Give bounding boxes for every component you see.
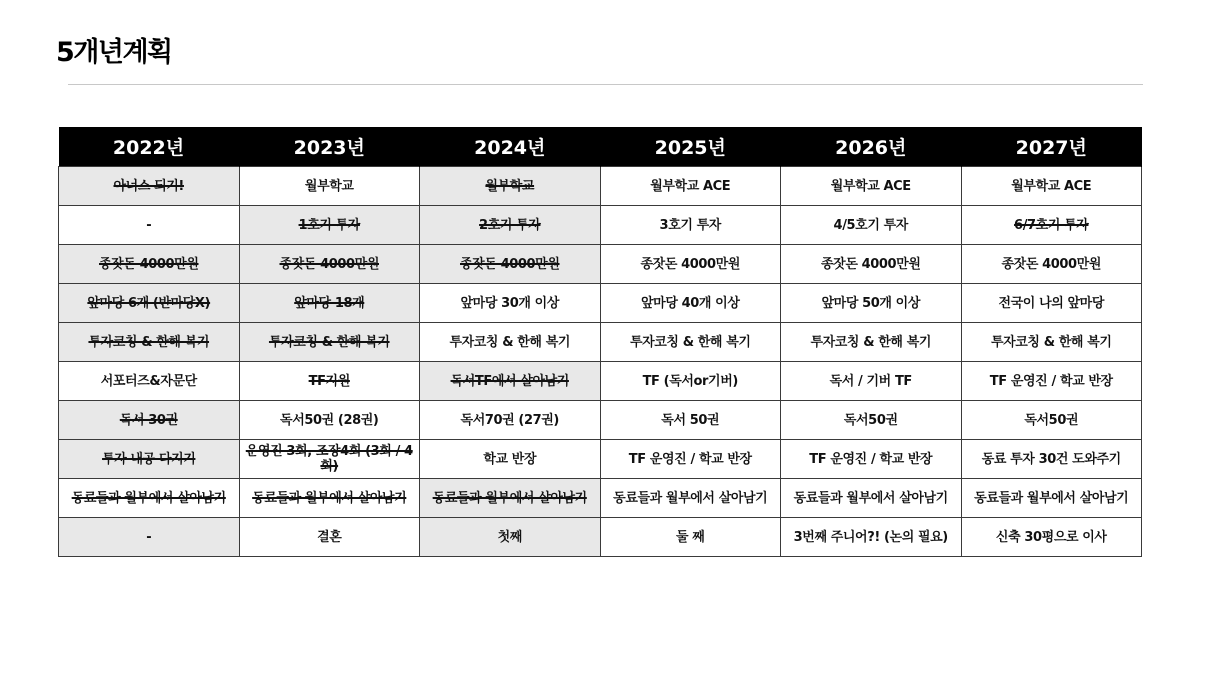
- table-row: [59, 518, 1142, 557]
- table-body: [59, 167, 1142, 557]
- header-year-2025: 2025년: [600, 127, 781, 167]
- table-cell: 서포터즈&자문단: [59, 362, 240, 401]
- table-cell: 종잣돈 4000만원: [239, 245, 420, 284]
- table-cell: 월부학교 ACE: [781, 167, 962, 206]
- page-title: 5개년계획: [56, 37, 172, 68]
- table-cell: 투자코칭 & 한해 복기: [961, 323, 1142, 362]
- table-cell: 앞마당 6개 (반마당X): [59, 284, 240, 323]
- table-row: [59, 245, 1142, 284]
- table-cell: 앞마당 18개: [239, 284, 420, 323]
- table-cell: 독서50권 (28권): [239, 401, 420, 440]
- table-cell: 1호기 투자: [239, 206, 420, 245]
- table-cell: 전국이 나의 앞마당: [961, 284, 1142, 323]
- table-cell: 독서70권 (27권): [420, 401, 601, 440]
- table-cell: 월부학교: [420, 167, 601, 206]
- table-cell: TF 운영진 / 학교 반장: [600, 440, 781, 479]
- table-cell: 결혼: [239, 518, 420, 557]
- table-cell: 3번째 주니어?! (논의 필요): [781, 518, 962, 557]
- header-row: [59, 127, 1142, 167]
- table-cell: 동료들과 월부에서 살아남기: [239, 479, 420, 518]
- table-cell: 아너스 되기!: [59, 167, 240, 206]
- table-row: [59, 401, 1142, 440]
- table-row: [59, 206, 1142, 245]
- table-row: [59, 167, 1142, 206]
- table-cell: -: [59, 206, 240, 245]
- table-cell: 종잣돈 4000만원: [420, 245, 601, 284]
- table-cell: 앞마당 40개 이상: [600, 284, 781, 323]
- header-year-2026: 2026년: [781, 127, 962, 167]
- table-cell: 독서 50권: [600, 401, 781, 440]
- table-cell: TF 운영진 / 학교 반장: [781, 440, 962, 479]
- table-cell: TF지원: [239, 362, 420, 401]
- table-cell: 동료들과 월부에서 살아남기: [781, 479, 962, 518]
- table-cell: 투자코칭 & 한해 복기: [420, 323, 601, 362]
- header-year-2027: 2027년: [961, 127, 1142, 167]
- table-cell: 신축 30평으로 이사: [961, 518, 1142, 557]
- table-row: [59, 323, 1142, 362]
- table-cell: 월부학교 ACE: [961, 167, 1142, 206]
- table-cell: 독서50권: [781, 401, 962, 440]
- table-cell: 투자 내공 다지기: [59, 440, 240, 479]
- table-cell: 투자코칭 & 한해 복기: [239, 323, 420, 362]
- table-cell: 동료들과 월부에서 살아남기: [420, 479, 601, 518]
- table-cell: 종잣돈 4000만원: [59, 245, 240, 284]
- table-cell: 앞마당 50개 이상: [781, 284, 962, 323]
- table-cell: 앞마당 30개 이상: [420, 284, 601, 323]
- table-cell: 3호기 투자: [600, 206, 781, 245]
- table-cell: 투자코칭 & 한해 복기: [781, 323, 962, 362]
- table-cell: 종잣돈 4000만원: [781, 245, 962, 284]
- table-cell: 종잣돈 4000만원: [600, 245, 781, 284]
- table-cell: 종잣돈 4000만원: [961, 245, 1142, 284]
- table-cell: -: [59, 518, 240, 557]
- header-year-2023: 2023년: [239, 127, 420, 167]
- table-cell: 독서 30권: [59, 401, 240, 440]
- table-cell: 4/5호기 투자: [781, 206, 962, 245]
- table-cell: 둘 째: [600, 518, 781, 557]
- table-cell: TF (독서or기버): [600, 362, 781, 401]
- table-cell: 월부학교 ACE: [600, 167, 781, 206]
- table-row: [59, 284, 1142, 323]
- table-cell: 월부학교: [239, 167, 420, 206]
- table-cell: 첫째: [420, 518, 601, 557]
- header-year-2024: 2024년: [420, 127, 601, 167]
- table-cell: 독서50권: [961, 401, 1142, 440]
- table-cell: 독서 / 기버 TF: [781, 362, 962, 401]
- table-cell: 6/7호기 투자: [961, 206, 1142, 245]
- table-cell: 동료들과 월부에서 살아남기: [59, 479, 240, 518]
- table-cell: 동료들과 월부에서 살아남기: [600, 479, 781, 518]
- table-cell: 2호기 투자: [420, 206, 601, 245]
- five-year-plan-table: [58, 127, 1142, 557]
- header-year-2022: 2022년: [59, 127, 240, 167]
- table-cell: 투자코칭 & 한해 복기: [59, 323, 240, 362]
- title-divider: [68, 84, 1143, 85]
- table-cell: TF 운영진 / 학교 반장: [961, 362, 1142, 401]
- table-row: [59, 479, 1142, 518]
- table-cell: 학교 반장: [420, 440, 601, 479]
- table-cell: 동료들과 월부에서 살아남기: [961, 479, 1142, 518]
- table-cell: 동료 투자 30건 도와주기: [961, 440, 1142, 479]
- table-row: [59, 362, 1142, 401]
- table-cell: 운영진 3회, 조장4회 (3회 / 4회): [239, 440, 420, 479]
- table-cell: 독서TF에서 살아남기: [420, 362, 601, 401]
- table-cell: 투자코칭 & 한해 복기: [600, 323, 781, 362]
- table-row: [59, 440, 1142, 479]
